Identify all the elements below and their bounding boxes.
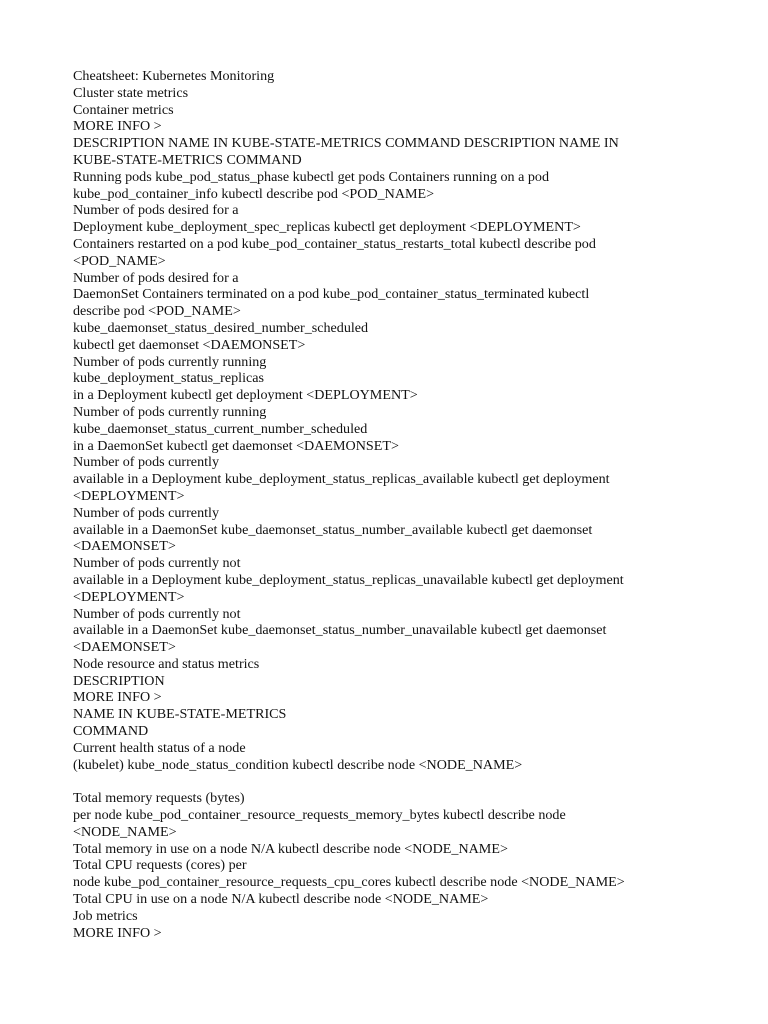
table-header-line: NAME IN KUBE-STATE-METRICS [73, 706, 287, 723]
text-line: Number of pods currently not [73, 555, 241, 572]
text-line: Number of pods desired for a [73, 269, 239, 286]
text-line: Number of pods desired for a [73, 202, 239, 219]
text-line: Running pods kube_pod_status_phase kubectl get pods Containers running on a pod [73, 168, 550, 185]
text-line: Total CPU in use on a node N/A kubectl describe node <NODE_NAME> [73, 891, 489, 908]
text-line: Total memory in use on a node N/A kubectl describe node <NODE_NAME> [73, 840, 508, 857]
section-heading-job-metrics: Job metrics [73, 907, 138, 924]
text-line: <DEPLOYMENT> [73, 588, 185, 605]
text-line: in a Deployment kubectl get deployment <DEPLOYMENT> [73, 387, 418, 404]
text-line: Number of pods currently running [73, 353, 267, 370]
text-line: in a DaemonSet kubectl get daemonset <DAEMONSET> [73, 437, 399, 454]
more-info-link[interactable]: MORE INFO > [73, 689, 162, 706]
table-header-line: DESCRIPTION [73, 672, 165, 689]
text-line: kube_pod_container_info kubectl describe pod <POD_NAME> [73, 185, 435, 202]
text-line: <NODE_NAME> [73, 823, 177, 840]
text-line: Deployment kube_deployment_spec_replicas kubectl get deployment <DEPLOYMENT> [73, 219, 581, 236]
text-line: Number of pods currently running [73, 403, 267, 420]
table-header-line: COMMAND [73, 723, 149, 740]
text-line: available in a DaemonSet kube_daemonset_status_number_unavailable kubectl get daemonset [73, 622, 607, 639]
text-line: Total memory requests (bytes) [73, 790, 245, 807]
text-line: <DAEMONSET> [73, 639, 176, 656]
text-line: node kube_pod_container_resource_requests_cpu_cores kubectl describe node <NODE_NAME> [73, 874, 625, 891]
text-line: Containers restarted on a pod kube_pod_container_status_restarts_total kubectl describe pod [73, 235, 596, 252]
document-title: Cheatsheet: Kubernetes Monitoring [73, 68, 275, 84]
text-line: <DEPLOYMENT> [73, 487, 185, 504]
text-line: (kubelet) kube_node_status_condition kubectl describe node <NODE_NAME> [73, 756, 523, 773]
more-info-link[interactable]: MORE INFO > [73, 924, 162, 941]
text-line: kubectl get daemonset <DAEMONSET> [73, 336, 306, 353]
text-line: <POD_NAME> [73, 252, 166, 269]
text-line: kube_daemonset_status_desired_number_scheduled [73, 319, 369, 336]
text-line: Total CPU requests (cores) per [73, 857, 247, 874]
table-header-line: DESCRIPTION NAME IN KUBE-STATE-METRICS COMMAND DESCRIPTION NAME IN [73, 135, 619, 152]
text-line: DaemonSet Containers terminated on a pod kube_pod_container_status_terminated kubectl [73, 286, 590, 303]
subsection-heading-container-metrics: Container metrics [73, 101, 174, 118]
text-line: Current health status of a node [73, 739, 246, 756]
text-line: <DAEMONSET> [73, 538, 176, 555]
section-heading-node-metrics: Node resource and status metrics [73, 655, 260, 672]
document-body [73, 68, 768, 941]
table-header-line: KUBE-STATE-METRICS COMMAND [73, 151, 302, 168]
text-line: per node kube_pod_container_resource_requests_memory_bytes kubectl describe node [73, 807, 566, 824]
text-line: available in a DaemonSet kube_daemonset_status_number_available kubectl get daemonset [73, 521, 593, 538]
text-line: kube_daemonset_status_current_number_scheduled [73, 420, 368, 437]
text-line: available in a Deployment kube_deployment_status_replicas_available kubectl get deployment [73, 471, 610, 488]
text-line: Number of pods currently [73, 504, 219, 521]
text-line: available in a Deployment kube_deployment_status_replicas_unavailable kubectl get deployment [73, 571, 624, 588]
section-heading-cluster-state: Cluster state metrics [73, 84, 189, 101]
text-line: describe pod <POD_NAME> [73, 303, 241, 320]
more-info-link[interactable]: MORE INFO > [73, 118, 162, 135]
text-line: kube_deployment_status_replicas [73, 370, 265, 387]
text-line: Number of pods currently not [73, 605, 241, 622]
text-line: Number of pods currently [73, 454, 219, 471]
blank-line [73, 773, 768, 790]
